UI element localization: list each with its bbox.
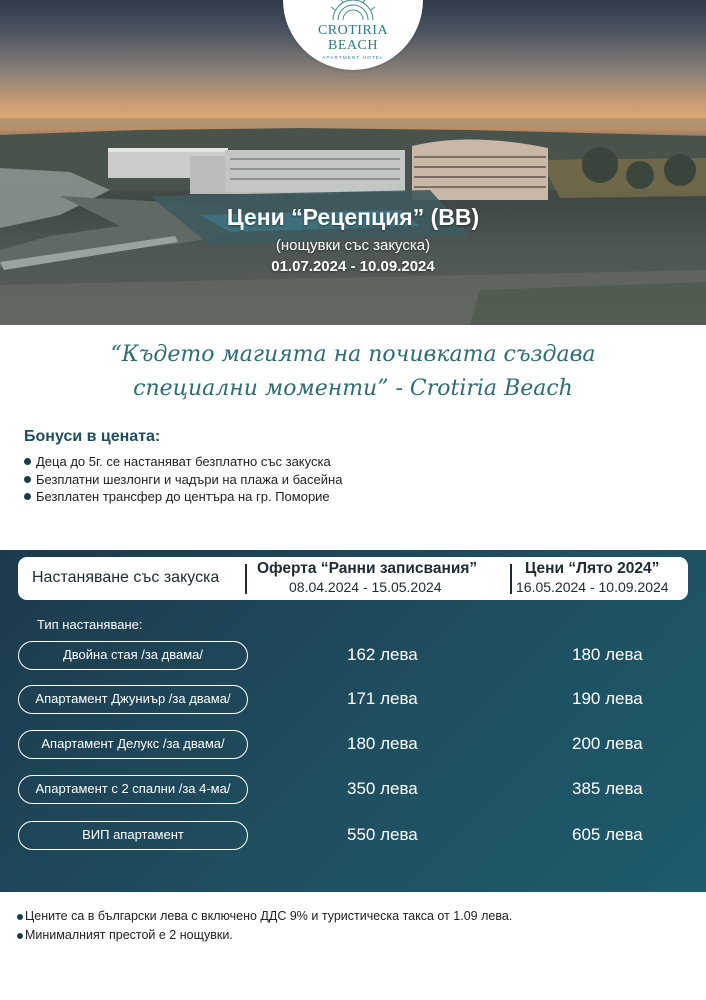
footnotes [17,907,512,945]
slogan-quote [90,338,616,406]
room-type-label: Тип настаняване: [37,617,143,632]
summer-price: 180 лева [572,645,643,664]
logo-text-crotiria: CROTIRIA [317,23,389,38]
early-price: 180 лева [347,734,418,753]
bullet-icon [17,933,23,939]
room-type-pill: Апартамент Джуниър /за двама/ [18,685,248,714]
table-row [0,821,706,851]
table-row [0,641,706,671]
logo-text-beach: BEACH [328,38,378,53]
slogan-line-1: “Където магията на почивката създава [110,342,596,367]
bullet-icon [24,458,31,465]
footnote-text: Минималният престой е 2 нощувки. [25,928,233,942]
list-item [17,926,512,945]
room-type-pill: Апартамент Делукс /за двама/ [18,730,248,759]
early-price: 162 лева [347,645,418,664]
slogan-line-2: специални моменти” - Crotiria Beach [133,376,573,401]
list-item [24,453,342,471]
bullet-icon [17,914,23,920]
logo-text-apartment-hotel: APARTMENT HOTEL [322,55,384,60]
summer-price: 200 лева [572,734,643,753]
bullet-icon [24,476,31,483]
header-accommodation: Настаняване със закуска [32,569,220,586]
bonus-text: Безплатни шезлонги и чадъри на плажа и басейна [36,471,343,487]
header-divider [245,564,247,594]
hotel-logo [283,0,423,70]
table-row [0,685,706,715]
price-table-panel [0,550,706,892]
header-early-booking-title: Оферта “Ранни записвания” [257,560,478,577]
summer-price: 605 лева [572,825,643,844]
bonus-text: Безплатен трансфер до центъра на гр. Поморие [36,489,330,504]
early-price: 550 лева [347,825,418,844]
summer-price: 190 лева [572,689,643,708]
bullet-icon [24,493,31,500]
room-type-pill: Двойна стая /за двама/ [18,641,248,670]
list-item [17,907,512,926]
hero-banner [0,0,706,325]
list-item [24,488,342,506]
summer-price: 385 лева [572,779,643,798]
price-table-header [18,557,688,600]
hero-subtitle: (нощувки със закуска) [275,237,431,254]
bonus-text: Деца до 5г. се настаняват безплатно със закуска [36,454,331,469]
room-type-pill: Апартамент с 2 спални /за 4-ма/ [18,775,248,804]
early-price: 350 лева [347,779,418,798]
hero-dates: 01.07.2024 - 10.09.2024 [271,258,435,275]
table-row [0,775,706,805]
header-summer-dates: 16.05.2024 - 10.09.2024 [516,579,669,595]
header-summer-title: Цени “Лято 2024” [525,560,660,577]
hero-title: Цени “Рецепция” (BB) [226,204,480,230]
bonuses-heading: Бонуси в цената: [24,428,161,445]
bonuses-list [24,453,342,506]
list-item [24,471,342,489]
table-row [0,730,706,760]
footnote-text: Цените са в български лева с включено ДДС 9% и туристическа такса от 1.09 лева. [25,909,513,923]
header-divider [510,564,512,594]
header-early-booking-dates: 08.04.2024 - 15.05.2024 [289,579,442,595]
early-price: 171 лева [347,689,418,708]
room-type-pill: ВИП апартамент [18,821,248,850]
